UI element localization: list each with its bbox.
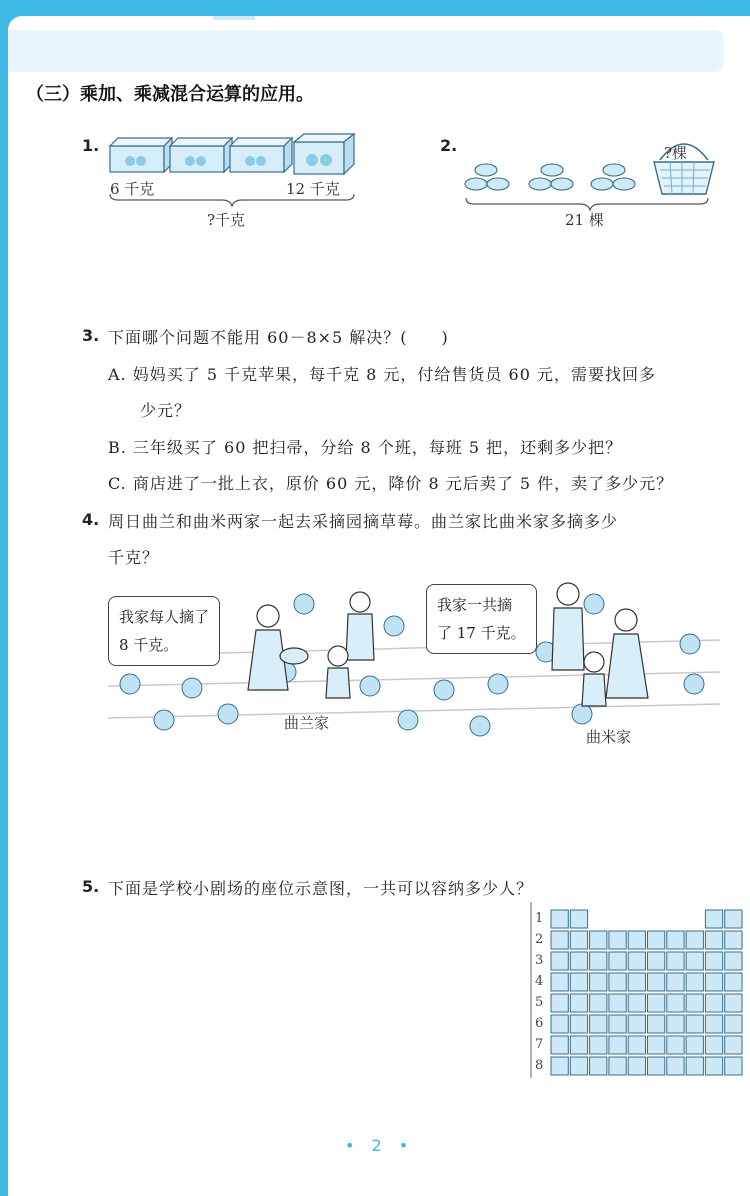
speech-right-line1: 我家一共摘 bbox=[437, 596, 513, 614]
q2-number: 2. bbox=[440, 136, 458, 155]
family-right-label: 曲米家 bbox=[586, 728, 632, 746]
seat bbox=[705, 952, 722, 970]
seat bbox=[609, 994, 626, 1012]
seat bbox=[725, 1036, 742, 1054]
seat bbox=[551, 1015, 568, 1033]
q3-option-c: C. 商店进了一批上衣，原价 60 元，降价 8 元后卖了 5 件，卖了多少元？ bbox=[108, 474, 674, 493]
q3-question: 下面哪个问题不能用 60－8×5 解决？( ) bbox=[108, 328, 449, 347]
seat bbox=[570, 952, 587, 970]
seat bbox=[705, 1036, 722, 1054]
seat bbox=[648, 1057, 665, 1075]
seat bbox=[648, 973, 665, 991]
seat bbox=[705, 1057, 722, 1075]
seat bbox=[628, 1036, 645, 1054]
section-title: （三）乘加、乘减混合运算的应用。 bbox=[26, 84, 314, 105]
seat bbox=[590, 1036, 607, 1054]
seat bbox=[667, 1036, 684, 1054]
seat bbox=[725, 931, 742, 949]
seat bbox=[570, 994, 587, 1012]
q3-option-a: A. 妈妈买了 5 千克苹果，每千克 8 元，付给售货员 60 元，需要找回多 bbox=[108, 365, 656, 384]
q4-question-cont: 千克？ bbox=[108, 548, 160, 567]
seat bbox=[725, 910, 742, 928]
seat bbox=[705, 994, 722, 1012]
q4-question: 周日曲兰和曲米两家一起去采摘园摘草莓。曲兰家比曲米家多摘多少 bbox=[108, 512, 619, 531]
seat bbox=[648, 952, 665, 970]
seat bbox=[667, 952, 684, 970]
seat bbox=[705, 973, 722, 991]
seat-row-label: 8 bbox=[535, 1058, 544, 1073]
q1-label-total: ?千克 bbox=[207, 211, 246, 229]
seat bbox=[648, 994, 665, 1012]
seat bbox=[648, 1036, 665, 1054]
family-left-label: 曲兰家 bbox=[284, 714, 330, 732]
seat bbox=[667, 973, 684, 991]
seat-row-label: 2 bbox=[535, 932, 544, 947]
top-tab bbox=[213, 16, 255, 20]
seat bbox=[667, 994, 684, 1012]
seat bbox=[667, 1057, 684, 1075]
seat bbox=[570, 1015, 587, 1033]
header-band bbox=[8, 30, 724, 72]
q5-number: 5. bbox=[82, 877, 100, 896]
seat bbox=[686, 973, 703, 991]
q3-number: 3. bbox=[82, 326, 100, 345]
speech-left-line2: 8 千克。 bbox=[119, 636, 179, 654]
seat bbox=[551, 910, 568, 928]
seat bbox=[590, 952, 607, 970]
q4-number: 4. bbox=[82, 510, 100, 529]
seat bbox=[686, 994, 703, 1012]
seat bbox=[686, 1057, 703, 1075]
page-number: • 2 • bbox=[345, 1136, 415, 1155]
seat bbox=[551, 994, 568, 1012]
seat-row-label: 1 bbox=[535, 911, 544, 926]
seat bbox=[551, 1036, 568, 1054]
seat bbox=[590, 994, 607, 1012]
seat bbox=[628, 994, 645, 1012]
seat bbox=[628, 973, 645, 991]
seat bbox=[570, 931, 587, 949]
seat bbox=[705, 931, 722, 949]
seat bbox=[648, 1015, 665, 1033]
seat bbox=[570, 1036, 587, 1054]
seat bbox=[609, 952, 626, 970]
seat bbox=[686, 952, 703, 970]
seat-row-label: 3 bbox=[535, 953, 544, 968]
seat bbox=[648, 931, 665, 949]
seat bbox=[628, 931, 645, 949]
q3-option-a-cont: 少元？ bbox=[140, 401, 192, 420]
seat bbox=[628, 952, 645, 970]
seat-row-label: 6 bbox=[535, 1016, 544, 1031]
seat-diagram bbox=[523, 902, 727, 1078]
seat-row-label: 4 bbox=[535, 974, 544, 989]
speech-bubble-right bbox=[426, 584, 537, 654]
q3-option-b: B. 三年级买了 60 把扫帚，分给 8 个班，每班 5 把，还剩多少把？ bbox=[108, 438, 623, 457]
speech-right-line2: 了 17 千克。 bbox=[437, 624, 526, 642]
seat bbox=[686, 1015, 703, 1033]
q5-question: 下面是学校小剧场的座位示意图，一共可以容纳多少人？ bbox=[108, 879, 534, 898]
speech-bubble-left bbox=[108, 596, 220, 666]
seat bbox=[551, 931, 568, 949]
apple-box-2 bbox=[170, 138, 232, 172]
seat bbox=[725, 973, 742, 991]
seat bbox=[609, 1036, 626, 1054]
seat bbox=[725, 952, 742, 970]
q2-basket-label: ?棵 bbox=[664, 144, 688, 162]
seat bbox=[590, 973, 607, 991]
seat bbox=[590, 931, 607, 949]
seat-row-label: 7 bbox=[535, 1037, 544, 1052]
seat bbox=[609, 1015, 626, 1033]
seat bbox=[590, 1015, 607, 1033]
speech-left-line1: 我家每人摘了 bbox=[119, 608, 210, 626]
apple-box-big bbox=[294, 134, 354, 174]
q2-label-total: 21 棵 bbox=[565, 211, 604, 229]
seat bbox=[628, 1015, 645, 1033]
seat bbox=[686, 931, 703, 949]
seat bbox=[628, 1057, 645, 1075]
q1-number: 1. bbox=[82, 136, 100, 155]
seat-row-label: 5 bbox=[535, 995, 544, 1010]
seat bbox=[551, 1057, 568, 1075]
apple-box-3 bbox=[230, 138, 292, 172]
q1-label-left: 6 千克 bbox=[110, 180, 155, 198]
seat bbox=[667, 931, 684, 949]
seat bbox=[705, 910, 722, 928]
seat bbox=[609, 931, 626, 949]
seat bbox=[667, 1015, 684, 1033]
apple-box-1 bbox=[110, 138, 172, 172]
seat bbox=[609, 1057, 626, 1075]
seat bbox=[551, 952, 568, 970]
seat bbox=[686, 1036, 703, 1054]
seat bbox=[590, 1057, 607, 1075]
seat bbox=[551, 973, 568, 991]
seat bbox=[570, 973, 587, 991]
q1-label-right: 12 千克 bbox=[286, 180, 340, 198]
seat bbox=[609, 973, 626, 991]
seat bbox=[725, 994, 742, 1012]
seat bbox=[570, 1057, 587, 1075]
seat bbox=[570, 910, 587, 928]
seat bbox=[725, 1057, 742, 1075]
seat bbox=[705, 1015, 722, 1033]
seat bbox=[725, 1015, 742, 1033]
